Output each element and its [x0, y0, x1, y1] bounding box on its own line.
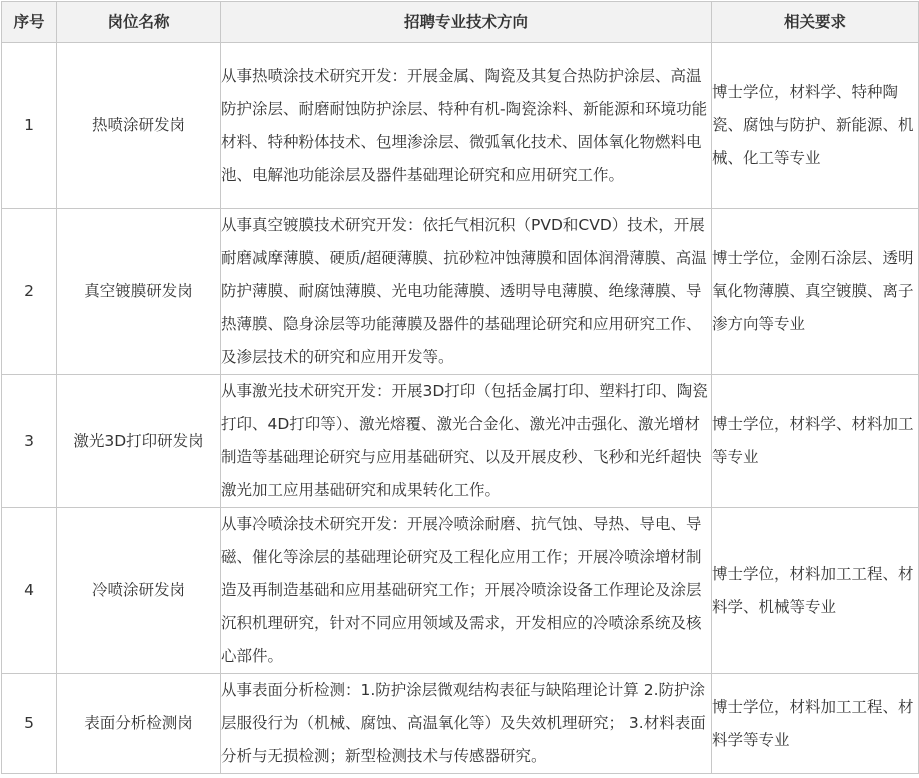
row-requirements: 博士学位，金刚石涂层、透明氧化物薄膜、真空镀膜、离子渗方向等专业: [712, 209, 919, 375]
row-seq: 1: [2, 43, 57, 209]
row-direction: 从事冷喷涂技术研究开发：开展冷喷涂耐磨、抗气蚀、导热、导电、导磁、催化等涂层的基础理论研究及工程化应用工作；开展冷喷涂增材制造及再制造基础和应用基础研究工作；开展冷喷涂设备工作理论及涂层沉积机理研究，针对不同应用领域及需求，开发相应的冷喷涂系统及核心部件。: [221, 508, 712, 674]
row-requirements: 博士学位，材料学、特种陶瓷、腐蚀与防护、新能源、机械、化工等专业: [712, 43, 919, 209]
row-direction: 从事热喷涂技术研究开发：开展金属、陶瓷及其复合热防护涂层、高温防护涂层、耐磨耐蚀防护涂层、特种有机-陶瓷涂料、新能源和环境功能材料、特种粉体技术、包埋渗涂层、微弧氧化技术、固体氧化物燃料电池、电解池功能涂层及器件基础理论研究和应用研究工作。: [221, 43, 712, 209]
row-requirements: 博士学位，材料加工工程、材料学等专业: [712, 674, 919, 774]
header-seq: 序号: [2, 2, 57, 43]
row-seq: 3: [2, 375, 57, 508]
row-requirements: 博士学位，材料加工工程、材料学、机械等专业: [712, 508, 919, 674]
table-row: [2, 209, 919, 375]
table-row: [2, 508, 919, 674]
row-position: 冷喷涂研发岗: [57, 508, 221, 674]
header-direction: 招聘专业技术方向: [221, 2, 712, 43]
row-requirements: 博士学位，材料学、材料加工等专业: [712, 375, 919, 508]
row-direction: 从事激光技术研究开发：开展3D打印（包括金属打印、塑料打印、陶瓷打印、4D打印等）、激光熔覆、激光合金化、激光冲击强化、激光增材制造等基础理论研究与应用基础研究、以及开展皮秒、飞秒和光纤超快激光加工应用基础研究和成果转化工作。: [221, 375, 712, 508]
row-position: 真空镀膜研发岗: [57, 209, 221, 375]
table-row: [2, 43, 919, 209]
header-requirements: 相关要求: [712, 2, 919, 43]
header-row: [2, 2, 919, 43]
row-position: 热喷涂研发岗: [57, 43, 221, 209]
recruitment-table: [1, 1, 919, 774]
header-position: 岗位名称: [57, 2, 221, 43]
row-seq: 2: [2, 209, 57, 375]
row-direction: 从事表面分析检测：1.防护涂层微观结构表征与缺陷理论计算 2.防护涂层服役行为（机械、腐蚀、高温氧化等）及失效机理研究； 3.材料表面分析与无损检测；新型检测技术与传感器研究。: [221, 674, 712, 774]
row-position: 表面分析检测岗: [57, 674, 221, 774]
row-seq: 5: [2, 674, 57, 774]
row-seq: 4: [2, 508, 57, 674]
table-row: [2, 674, 919, 774]
row-direction: 从事真空镀膜技术研究开发：依托气相沉积（PVD和CVD）技术，开展耐磨减摩薄膜、硬质/超硬薄膜、抗砂粒冲蚀薄膜和固体润滑薄膜、高温防护薄膜、耐腐蚀薄膜、光电功能薄膜、透明导电薄膜、绝缘薄膜、导热薄膜、隐身涂层等功能薄膜及器件的基础理论研究和应用研究工作、及渗层技术的研究和应用开发等。: [221, 209, 712, 375]
row-position: 激光3D打印研发岗: [57, 375, 221, 508]
table-row: [2, 375, 919, 508]
